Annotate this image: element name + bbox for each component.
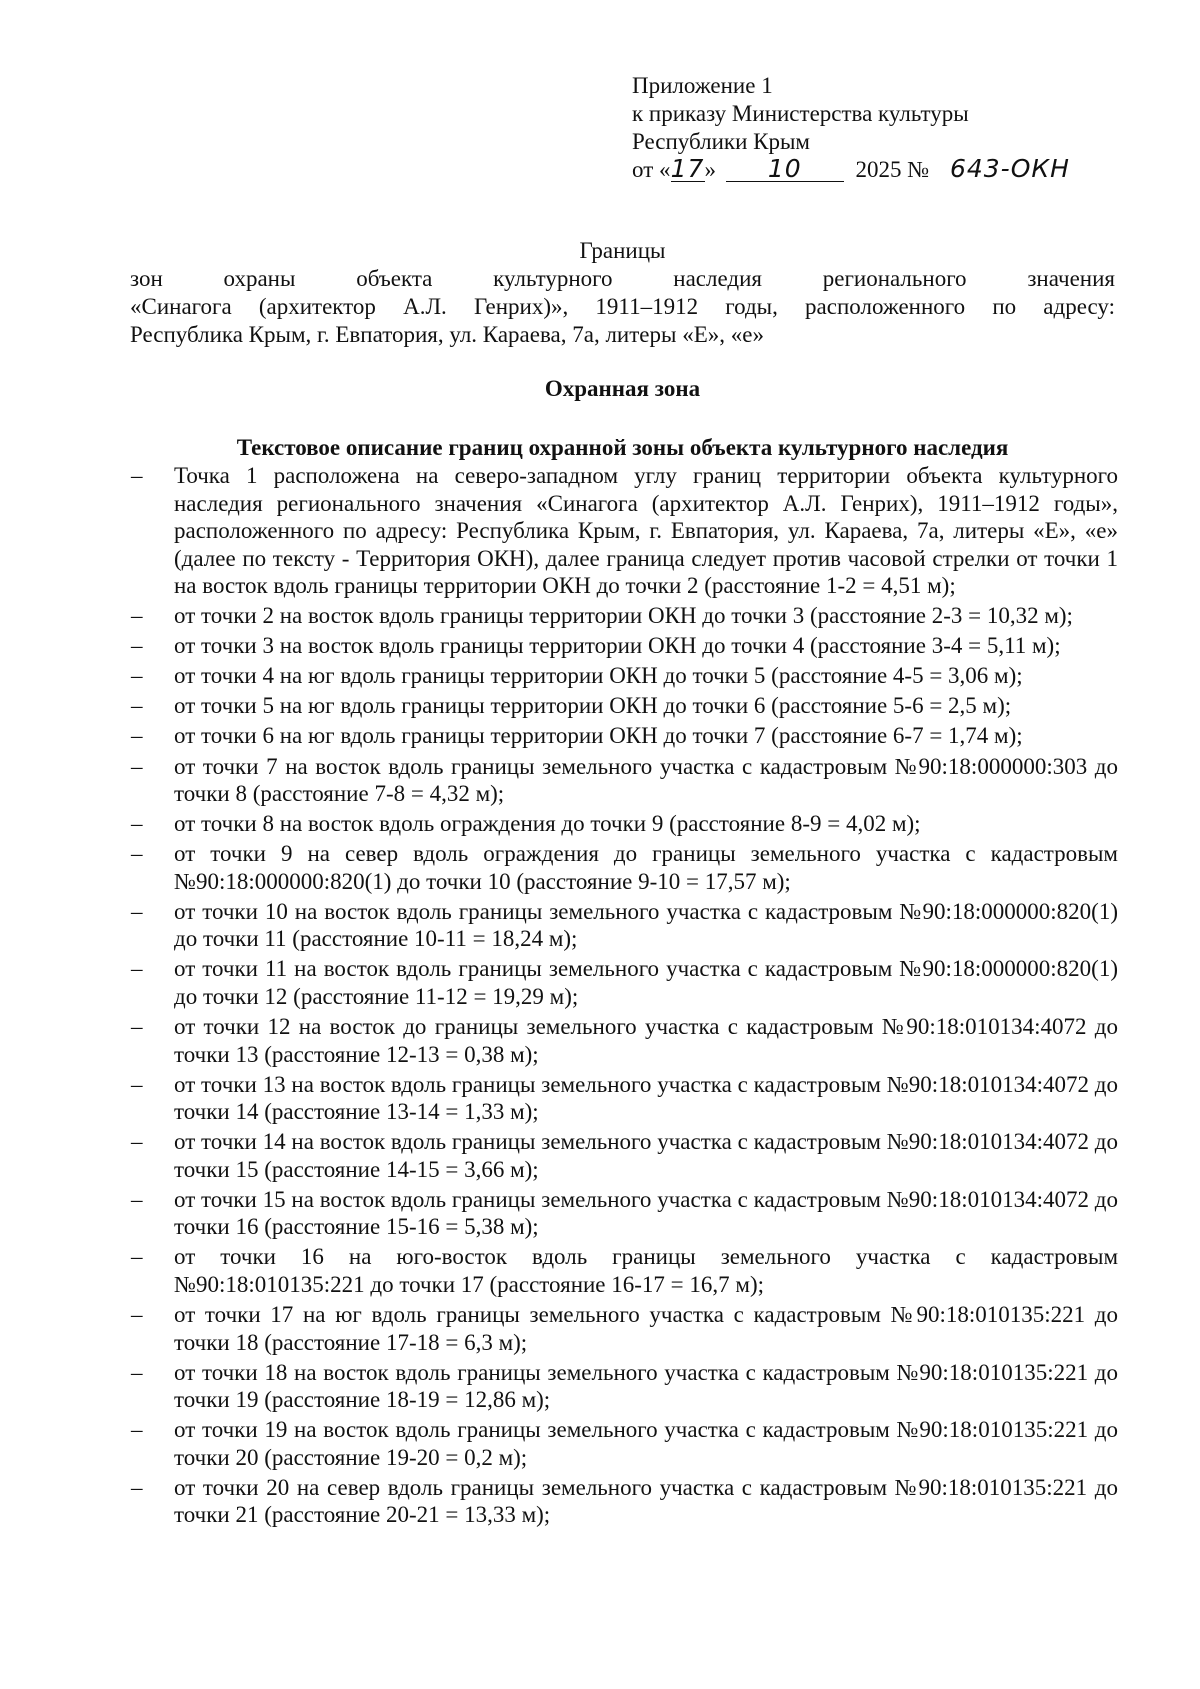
list-item-text: от точки 18 на восток вдоль границы земельного участка с кадастровым №90:18:010135:221 до точки 19 (расстояние 18-19 = 12,86 м); <box>174 1359 1118 1413</box>
list-item <box>0 662 1200 690</box>
list-item <box>0 898 1200 953</box>
list-dash: – <box>131 1244 143 1270</box>
zone-heading: Охранная зона <box>544 376 701 401</box>
date-day: 17 <box>670 154 705 183</box>
list-dash: – <box>131 1359 143 1385</box>
list-dash: – <box>131 753 143 779</box>
list-dash: – <box>131 811 143 837</box>
list-item <box>0 462 1200 600</box>
list-item-text: от точки 17 на юг вдоль границы земельного участка с кадастровым №90:18:010135:221 до точки 18 (расстояние 17-18 = 6,3 м); <box>174 1302 1118 1355</box>
list-dash: – <box>131 841 143 867</box>
boundary-points-list <box>0 462 1200 1531</box>
date-year-number: 2025 № <box>855 157 930 182</box>
list-item-text: от точки 7 на восток вдоль границы земельного участка с кадастровым №90:18:000000:303 до точки 8 (расстояние 7-8 = 4,32 м); <box>174 753 1118 807</box>
list-item-text: от точки 3 на восток вдоль границы территории ОКН до точки 4 (расстояние 3-4 = 5,11 м); <box>174 633 1061 659</box>
order-number: 643-ОКН <box>949 154 1070 183</box>
list-item-text: от точки 6 на юг вдоль границы территории ОКН до точки 7 (расстояние 6-7 = 1,74 м); <box>174 723 1023 749</box>
list-dash: – <box>131 956 143 982</box>
list-dash: – <box>131 723 143 749</box>
list-dash: – <box>131 1014 143 1040</box>
list-item-text: от точки 16 на юго-восток вдоль границы земельного участка с кадастровым №90:18:010135:221 до точки 17 (расстояние 16-17 = 16,7 м); <box>174 1244 1118 1297</box>
list-item-text: от точки 2 на восток вдоль границы территории ОКН до точки 3 (расстояние 2-3 = 10,32 м); <box>174 603 1073 629</box>
list-item-text: от точки 19 на восток вдоль границы земельного участка с кадастровым №90:18:010135:221 до точки 20 (расстояние 19-20 = 0,2 м); <box>174 1417 1118 1470</box>
list-item <box>0 810 1200 838</box>
title-line-4: Республика Крым, г. Евпатория, ул. Караева, 7а, литеры «Е», «е» <box>130 322 764 347</box>
list-item <box>0 692 1200 720</box>
date-mid: » <box>704 157 716 182</box>
list-item <box>0 753 1200 808</box>
list-dash: – <box>131 663 143 689</box>
list-item-text: от точки 4 на юг вдоль границы территории ОКН до точки 5 (расстояние 4-5 = 3,06 м); <box>174 663 1023 689</box>
list-dash: – <box>131 1417 143 1443</box>
list-dash: – <box>131 898 143 924</box>
list-item-text: от точки 11 на восток вдоль границы земельного участка с кадастровым №90:18:000000:820(1) до точки 12 (расстояние 11-12 = 19,29 м); <box>174 956 1118 1009</box>
list-item <box>0 632 1200 660</box>
description-heading: Текстовое описание границ охранной зоны объекта культурного наследия <box>236 435 1009 460</box>
title-line-1: Границы <box>579 238 666 263</box>
date-prefix: от « <box>632 157 671 182</box>
list-item <box>0 1186 1200 1241</box>
list-item-text: от точки 10 на восток вдоль границы земельного участка с кадастровым №90:18:000000:820(1) до точки 11 (расстояние 10-11 = 18,24 м); <box>174 898 1118 952</box>
list-dash: – <box>131 1302 143 1327</box>
list-item <box>0 722 1200 750</box>
appendix-date-line <box>632 156 1085 184</box>
list-item-text: от точки 15 на восток вдоль границы земельного участка с кадастровым №90:18:010134:4072 до точки 16 (расстояние 15-16 = 5,38 м); <box>174 1186 1118 1240</box>
date-month: 10 <box>726 157 844 182</box>
list-dash: – <box>131 693 143 719</box>
list-item <box>0 955 1200 1010</box>
list-item <box>0 1013 1200 1068</box>
list-dash: – <box>131 633 143 659</box>
list-item <box>0 1071 1200 1126</box>
list-item <box>0 840 1200 895</box>
list-item-text: от точки 12 на восток до границы земельного участка с кадастровым №90:18:010134:4072 до точки 13 (расстояние 12-13 = 0,38 м); <box>174 1014 1118 1067</box>
list-dash: – <box>131 463 143 488</box>
document-title <box>130 237 1115 349</box>
list-item-text: Точка 1 расположена на северо-западном углу границ территории объекта культурного наследия регионального значения «Синагога (архитектор А.Л. Генрих), 1911–1912 годы», расположенного по адресу: Республика Крым, г. Евпатория, ул. Караева, 7а, литеры «Е», «е» (далее по тексту - Территория ОКН), далее граница следует против часовой стрелки от точки 1 на восток вдоль границы территории ОКН до точки 2 (расстояние 1-2 = 4,51 м); <box>174 463 1118 598</box>
list-dash: – <box>131 1186 143 1212</box>
list-dash: – <box>131 603 143 629</box>
list-item-text: от точки 13 на восток вдоль границы земельного участка с кадастровым №90:18:010134:4072 до точки 14 (расстояние 13-14 = 1,33 м); <box>174 1071 1118 1125</box>
list-dash: – <box>131 1129 143 1155</box>
title-line-3: «Синагога (архитектор А.Л. Генрих)», 1911–1912 годы, расположенного по адресу: <box>130 294 1115 319</box>
appendix-header <box>632 72 1085 184</box>
list-item-text: от точки 9 на север вдоль ограждения до границы земельного участка с кадастровым №90:18:000000:820(1) до точки 10 (расстояние 9-10 = 17,57 м); <box>174 841 1118 894</box>
list-item-text: от точки 14 на восток вдоль границы земельного участка с кадастровым №90:18:010134:4072 до точки 15 (расстояние 14-15 = 3,66 м); <box>174 1129 1118 1182</box>
list-dash: – <box>131 1474 143 1500</box>
list-item <box>0 1416 1200 1471</box>
list-dash: – <box>131 1071 143 1097</box>
appendix-line-2: к приказу Министерства культуры <box>632 101 969 126</box>
list-item <box>0 1243 1200 1298</box>
list-item-text: от точки 5 на юг вдоль границы территории ОКН до точки 6 (расстояние 5-6 = 2,5 м); <box>174 693 1012 719</box>
title-line-2: зон охраны объекта культурного наследия регионального значения <box>130 266 1115 291</box>
list-item <box>0 1359 1200 1414</box>
list-item <box>0 602 1200 630</box>
appendix-line-1: Приложение 1 <box>632 73 773 98</box>
list-item <box>0 1474 1200 1529</box>
list-item <box>0 1301 1200 1356</box>
appendix-line-3: Республики Крым <box>632 129 810 154</box>
list-item-text: от точки 8 на восток вдоль ограждения до точки 9 (расстояние 8-9 = 4,02 м); <box>174 811 921 837</box>
list-item <box>0 1128 1200 1183</box>
list-item-text: от точки 20 на север вдоль границы земельного участка с кадастровым №90:18:010135:221 до точки 21 (расстояние 20-21 = 13,33 м); <box>174 1474 1118 1528</box>
